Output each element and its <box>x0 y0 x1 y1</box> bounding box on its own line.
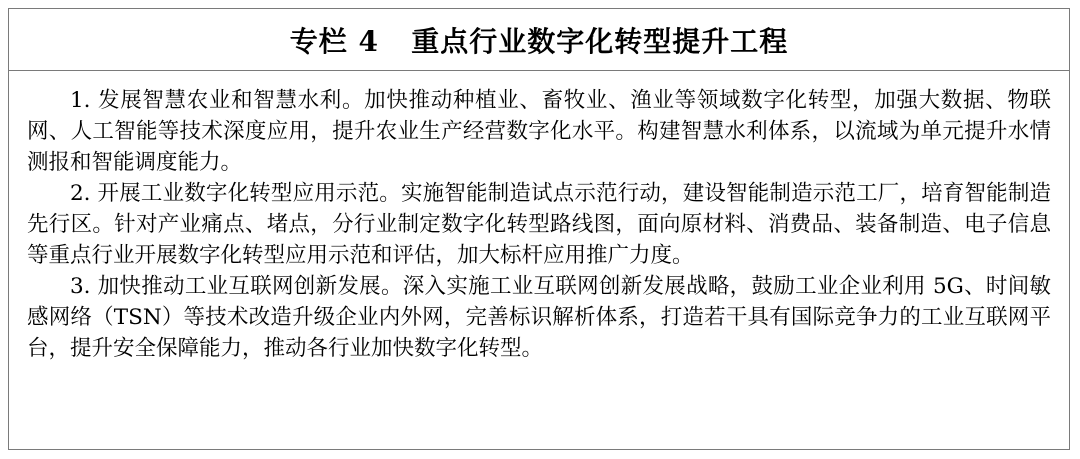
paragraph-1: 1. 发展智慧农业和智慧水利。加快推动种植业、畜牧业、渔业等领域数字化转型，加强大数据、物联网、人工智能等技术深度应用，提升农业生产经营数字化水平。构建智慧水利体系，以流域为单元提升水情测报和智能调度能力。 <box>27 88 1051 175</box>
callout-body <box>9 71 1069 370</box>
callout-title-area <box>9 9 1069 71</box>
paragraph-3: 3. 加快推动工业互联网创新发展。深入实施工业互联网创新发展战略，鼓励工业企业利用 5G、时间敏感网络（TSN）等技术改造升级企业内外网，完善标识解析体系，打造若干具有国际竞争力的工业互联网平台，提升安全保障能力，推动各行业加快数字化转型。 <box>27 274 1051 361</box>
paragraph-2: 2. 开展工业数字化转型应用示范。实施智能制造试点示范行动，建设智能制造示范工厂，培育智能制造先行区。针对产业痛点、堵点，分行业制定数字化转型路线图，面向原材料、消费品、装备制造、电子信息等重点行业开展数字化转型应用示范和评估，加大标杆应用推广力度。 <box>27 181 1051 268</box>
callout-box <box>8 8 1070 450</box>
page-title: 专栏 4 重点行业数字化转型提升工程 <box>289 24 789 58</box>
